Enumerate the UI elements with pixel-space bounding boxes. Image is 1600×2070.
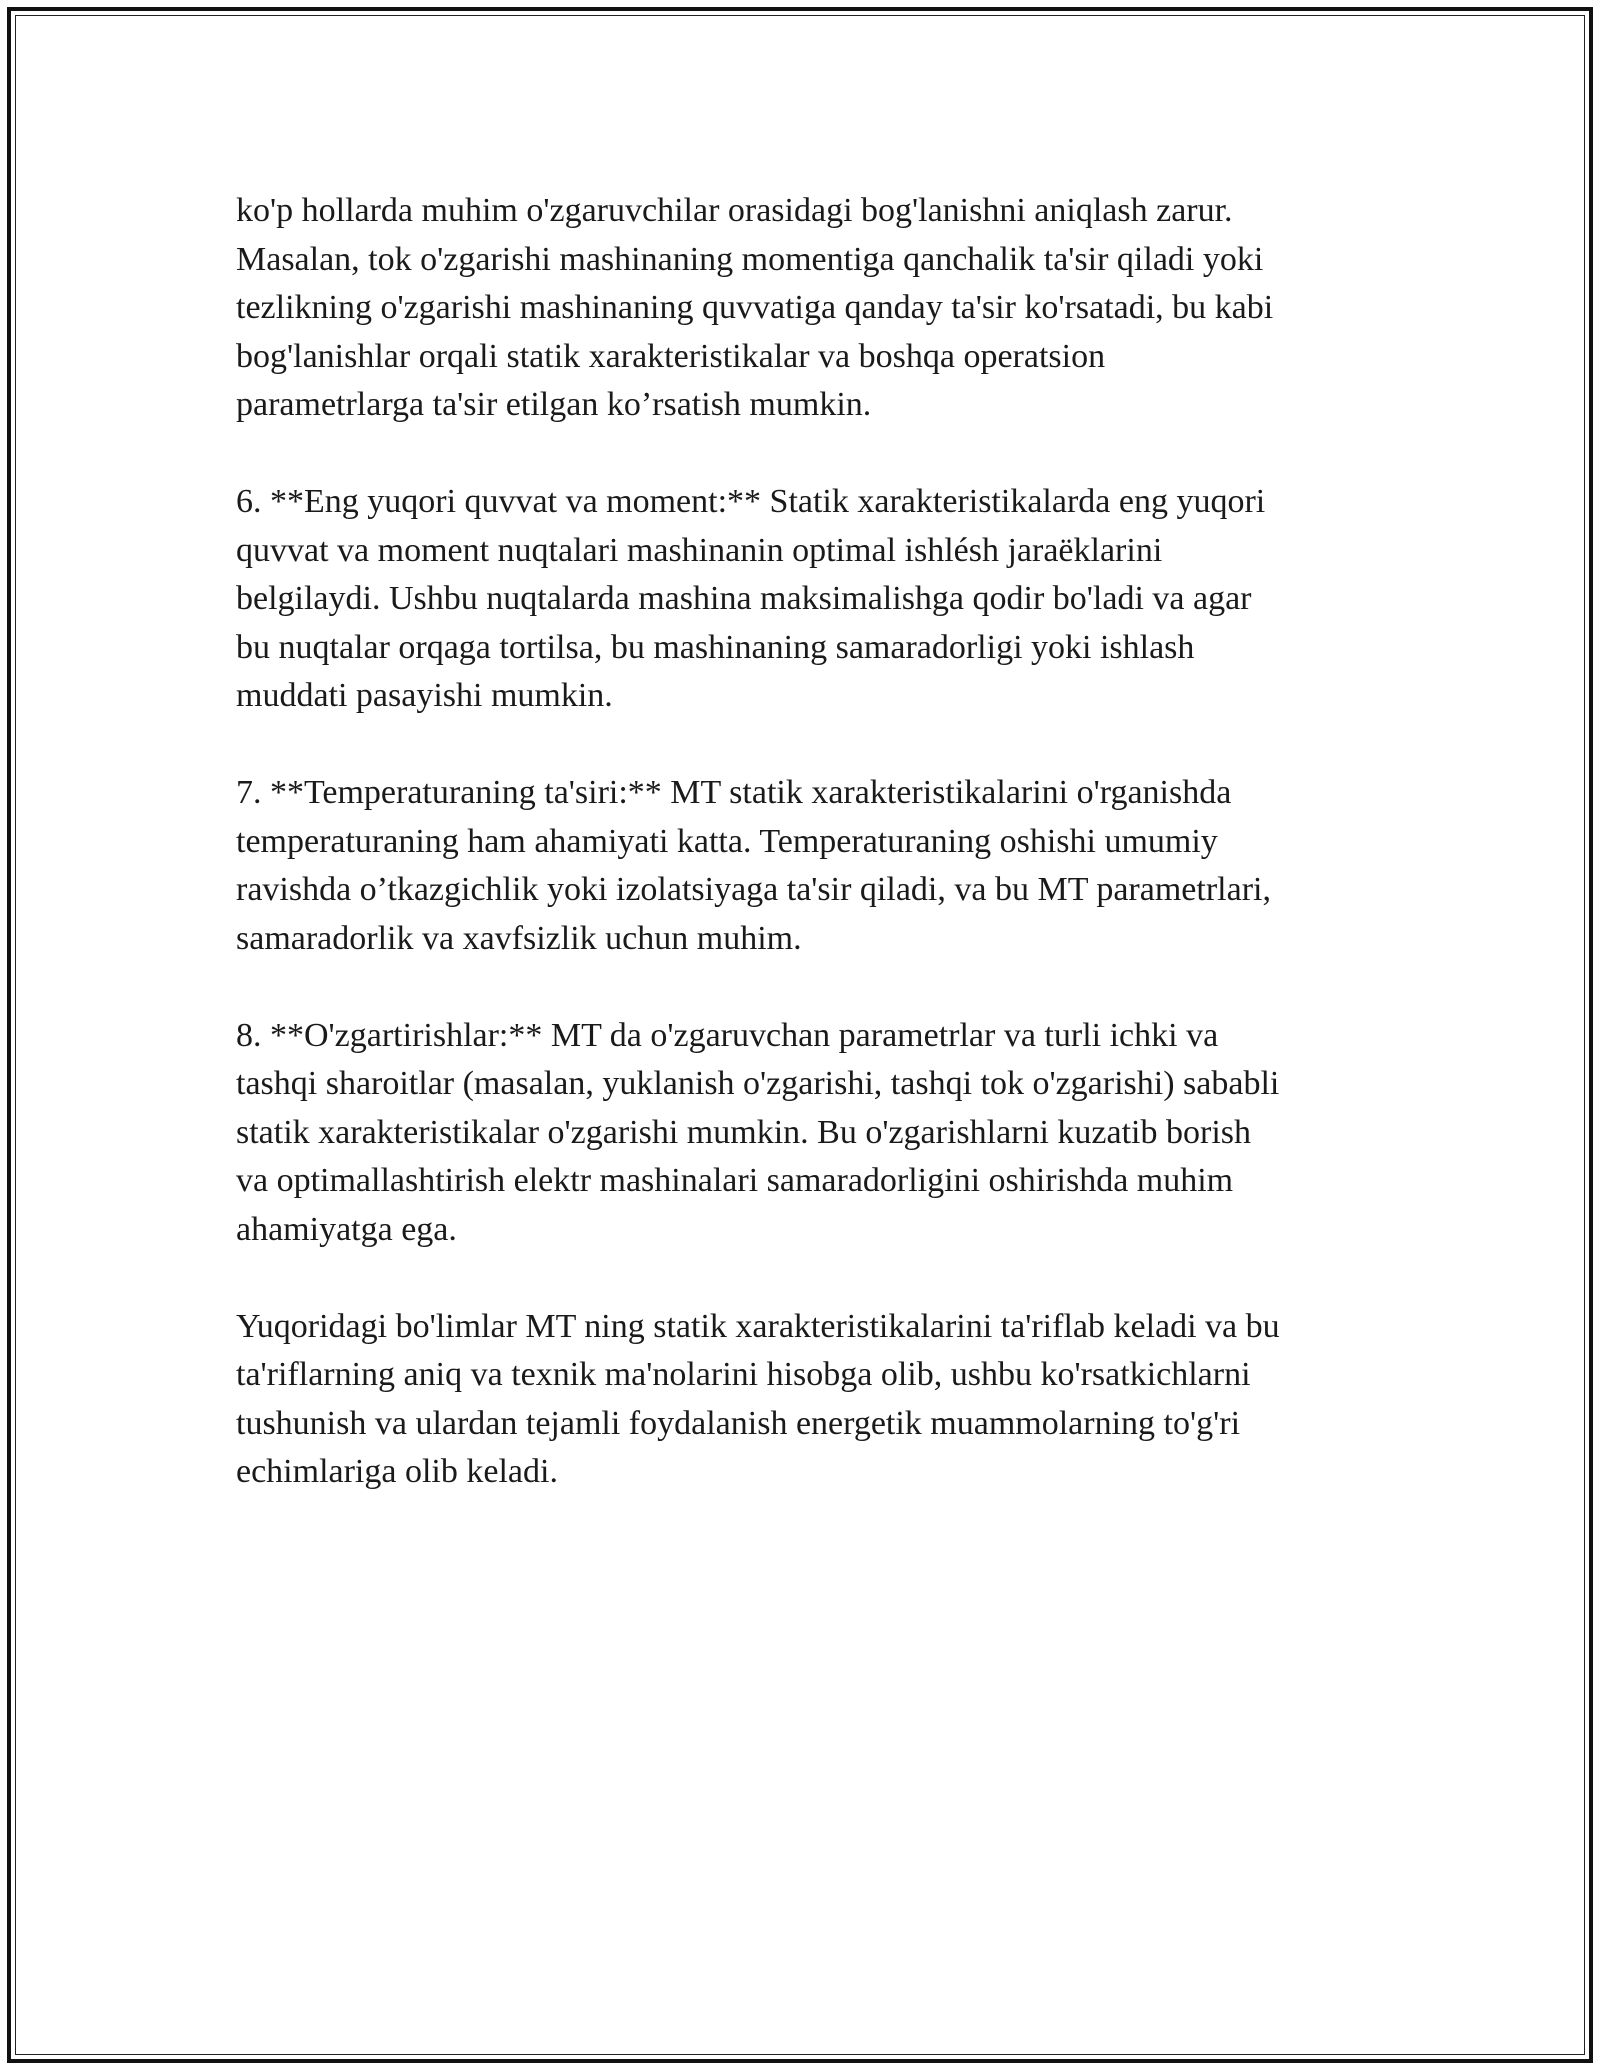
- paragraph-conclusion: Yuqoridagi bo'limlar MT ning statik xarakteristikalarini ta'riflab keladi va bu ta'riflarning aniq va texnik ma'nolarini hisobga olib, ushbu ko'rsatkichlarni tushunish va ulardan tejamli foydalanish energetik muammolarning to'g'ri echimlariga olib keladi.: [236, 1307, 1280, 1490]
- document-body: [236, 187, 1386, 1545]
- paragraph-item-8: 8. **O'zgartirishlar:** MT da o'zgaruvchan parametrlar va turli ichki va tashqi sharoitlar (masalan, yuklanish o'zgarishi, tashqi tok o'zgarishi) sababli statik xarakteristikalar o'zgarishi mumkin. Bu o'zgarishlarni kuzatib borish va optimallashtirish elektr mashinalari samaradorligini oshirishda muhim ahamiyatga ega.: [236, 1016, 1280, 1248]
- paragraph-continuation: ko'p hollarda muhim o'zgaruvchilar orasidagi bog'lanishni aniqlash zarur. Masalan, tok o'zgarishi mashinaning momentiga qanchalik ta'sir qiladi yoki tezlikning o'zgarishi mashinaning quvvatiga qanday ta'sir ko'rsatadi, bu kabi bog'lanishlar orqali statik xarakteristikalar va boshqa operatsion parametrlarga ta'sir etilgan ko’rsatish mumkin.: [236, 192, 1274, 423]
- paragraph-item-7: 7. **Temperaturaning ta'siri:** MT statik xarakteristikalarini o'rganishda temperaturaning ham ahamiyati katta. Temperaturaning oshishi umumiy ravishda o’tkazgichlik yoki izolatsiyaga ta'sir qiladi, va bu MT parametrlari, samaradorlik va xavfsizlik uchun muhim.: [236, 774, 1271, 957]
- paragraph-item-6: 6. **Eng yuqori quvvat va moment:** Statik xarakteristikalarda eng yuqori quvvat va moment nuqtalari mashinanin optimal ishlésh jaraëklarini belgilaydi. Ushbu nuqtalarda mashina maksimalishga qodir bo'ladi va agar bu nuqtalar orqaga tortilsa, bu mashinaning samaradorligi yoki ishlash muddati pasayishi mumkin.: [236, 483, 1266, 714]
